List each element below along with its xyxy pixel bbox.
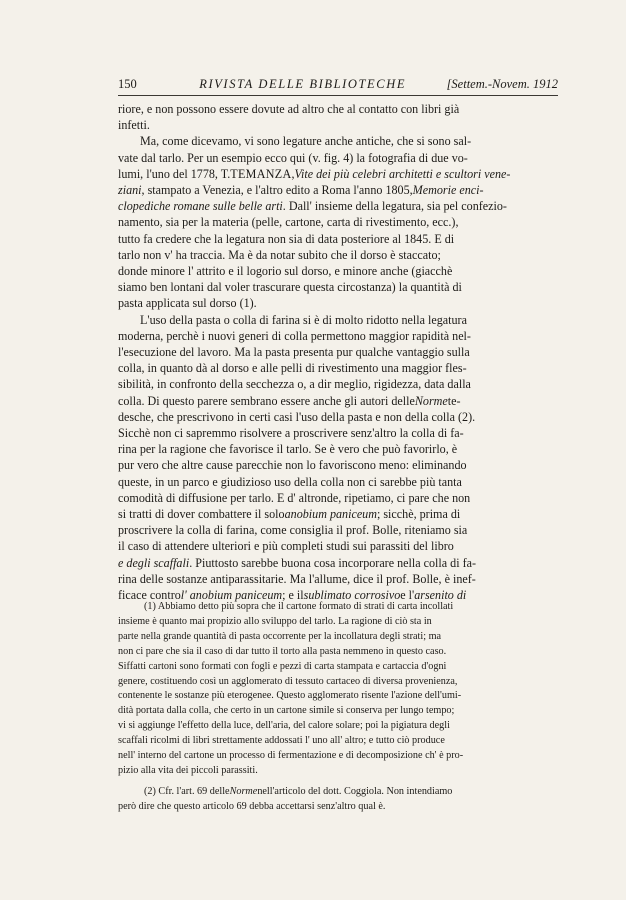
text-line: Sicchè non ci sapremmo risolvere a proscrivere senz'altro la colla di fa- bbox=[118, 426, 464, 441]
page-number: 150 bbox=[118, 77, 137, 91]
text-line: e degli scaffali. Piuttosto sarebbe buona cosa incorporare nella colla di fa- bbox=[118, 555, 477, 570]
footnote-line: pizio alla vita dei piccoli parassiti. bbox=[118, 764, 258, 776]
issue-label: [Settem.-Novem. 1912 bbox=[446, 77, 558, 91]
text-line: sibilità, in confronto della secchezza o, a dir meglio, rigidezza, data dalla bbox=[118, 377, 471, 392]
footnote-line: Siffatti cartoni sono formati con fogli e pezzi di carta stampata e cartaccia d'ogni bbox=[118, 660, 447, 672]
journal-title: RIVISTA DELLE BIBLIOTECHE bbox=[199, 77, 407, 91]
text-line: tutto fa credere che la legatura non sia di data posteriore al 1845. E di bbox=[118, 231, 455, 246]
footnote-line: nell' interno del cartone un processo di fermentazione e di decomposizione ch' è pro- bbox=[118, 750, 464, 762]
text-line: rina delle sostanze antiparassitarie. Ma l'allume, dice il prof. Bolle, è inef- bbox=[118, 571, 476, 586]
header-rule bbox=[118, 95, 558, 96]
text-line: l'esecuzione del lavoro. Ma la pasta presenta pur qualche vantaggio sulla bbox=[118, 345, 470, 360]
running-head bbox=[118, 76, 558, 92]
text-line: tarlo non v' ha traccia. Ma è da notar subito che il dorso è staccato; bbox=[118, 247, 441, 262]
text-line: rina per la ragione che favorisce il tarlo. Se è vero che può favorirlo, è bbox=[118, 442, 458, 457]
footnote-1 bbox=[118, 600, 556, 779]
text-line: L'uso della pasta o colla di farina si è di molto ridotto nella legatura bbox=[140, 312, 467, 327]
body-text bbox=[118, 101, 556, 603]
footnote-line: genere, costituendo così un agglomerato di tessuto cartaceo di diversa provenienza, bbox=[118, 675, 458, 687]
footnotes bbox=[118, 600, 556, 815]
text-line: pasta applicata sul dorso (1). bbox=[118, 296, 257, 311]
text-line: clopediche romane sulle belle arti. Dall' insieme della legatura, sia pel confezio- bbox=[118, 199, 507, 214]
text-line: colla, in quanto dà al dorso e alle pelli di rivestimento una maggior fles- bbox=[118, 361, 467, 376]
text-line: riore, e non possono essere dovute ad altro che al contatto con libri già bbox=[118, 102, 460, 116]
text-line: si tratti di dover combattere il soloanobium paniceum; sicchè, prima di bbox=[118, 507, 461, 522]
text-line: il caso di attendere ulteriori e più completi studi sui parassiti del libro bbox=[118, 539, 454, 554]
text-line: ficace control' anobium paniceum; e ilsublimato corrosivoe l'arsenito di bbox=[118, 588, 467, 603]
footnote-line: parte nella grande quantità di pasta occorrente per la incollatura degli strati; ma bbox=[118, 630, 442, 642]
text-line: desche, che prescrivono in certi casi l'uso della pasta e non della colla (2). bbox=[118, 409, 476, 424]
text-line: comodità di diffusione per tarlo. E d' altronde, ripetiamo, ci pare che non bbox=[118, 490, 471, 505]
footnote-line: non ci pare che sia il caso di dar tutto il torto alla pasta nemmeno in questo caso. bbox=[118, 645, 447, 657]
footnote-line: contenente le sostanze più eterogenee. Questo agglomerato risente l'azione dell'umi- bbox=[118, 690, 462, 702]
text-line: Ma, come dicevamo, vi sono legature anche antiche, che si sono sal- bbox=[140, 134, 472, 149]
text-line: pur vero che altre cause parecchie non lo favoriscono meno: eliminando bbox=[118, 458, 467, 473]
footnote-line: dità portata dalla colla, che certo in un cartone simile si conserva per lungo tempo; bbox=[118, 705, 455, 717]
text-line: donde minore l' attrito e il logorio sul dorso, e minore anche (giacchè bbox=[118, 264, 453, 279]
text-line: infetti. bbox=[118, 118, 150, 133]
text-line: proscrivere la colla di farina, come consiglia il prof. Bolle, riteniamo sia bbox=[118, 523, 468, 538]
footnote-line: (2) Cfr. l'art. 69 delleNormenell'articolo del dott. Coggiola. Non intendiamo bbox=[144, 785, 453, 797]
footnote-line: scaffali ricolmi di libri strettamente addossati l' uno all' altro; e tutto ciò produce bbox=[118, 735, 445, 747]
footnote-2 bbox=[118, 785, 556, 815]
text-line: lumi, l'uno del 1778, T.TEMANZA,Vite dei più celebri architetti e scultori vene- bbox=[118, 166, 511, 181]
text-line: ziani, stampato a Venezia, e l'altro edito a Roma l'anno 1805,Memorie enci- bbox=[118, 183, 484, 198]
footnote-line: però dire che questo articolo 69 debba accettarsi senz'altro qual è. bbox=[118, 800, 386, 812]
text-line: colla. Di questo parere sembrano essere anche gli autori delleNormete- bbox=[118, 393, 461, 408]
footnote-line: insieme è quanto mai propizio allo sviluppo del tarlo. La ragione di ciò sta in bbox=[118, 615, 432, 627]
text-line: moderna, perchè i nuovi generi di colla permettono maggior rapidità nel- bbox=[118, 328, 471, 343]
footnote-line: vi si aggiunge l'effetto della luce, dell'aria, del calore solare; poi la pigiatura degli bbox=[118, 720, 450, 732]
text-line: queste, in un parco e giudizioso uso della colla non ci sarebbe più tanta bbox=[118, 474, 462, 489]
text-line: siamo ben lontani dal voler trascurare questa circostanza) la quantità di bbox=[118, 280, 462, 295]
footnote-line: (1) Abbiamo detto più sopra che il cartone formato di strati di carta incollati bbox=[144, 601, 454, 612]
text-line: namento, sia per la materia (pelle, cartone, carta di rivestimento, ecc.), bbox=[118, 215, 459, 230]
text-line: vate dal tarlo. Per un esempio ecco qui (v. fig. 4) la fotografia di due vo- bbox=[118, 150, 468, 165]
